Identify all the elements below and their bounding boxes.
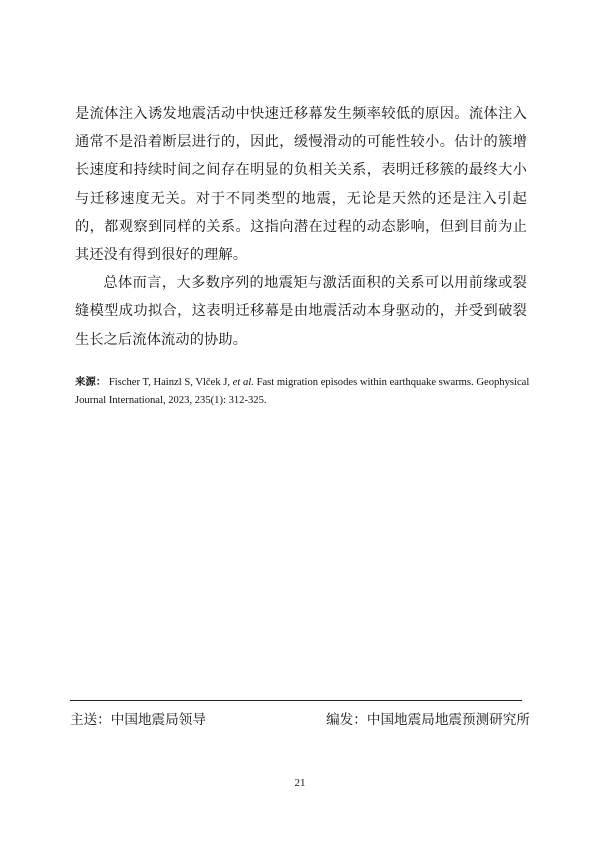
- page-number: 21: [294, 777, 306, 789]
- source-authors: Fischer T, Hainzl S, Vlček J,: [108, 377, 231, 388]
- footer-sent-to: 主送：中国地震局领导: [70, 712, 206, 728]
- footer-divider: [70, 700, 522, 701]
- source-reference: [75, 377, 529, 406]
- footer-issued-by: 编发：中国地震局地震预测研究所: [326, 712, 530, 728]
- body-paragraph-2: 总体而言，大多数序列的地震矩与激活面积的关系可以用前缘或裂缝模型成功拟合，这表明迁移幕是由地震活动本身驱动的，并受到破裂生长之后流体流动的协助。: [75, 275, 527, 348]
- source-citation: [75, 374, 535, 409]
- source-et-al: et al.: [232, 377, 254, 388]
- source-label: 来源：: [75, 376, 107, 388]
- body-paragraph-1: 是流体注入诱发地震活动中快速迁移幕发生频率较低的原因。流体注入通常不是沿着断层进行的，因此，缓慢滑动的可能性较小。估计的簇增长速度和持续时间之间存在明显的负相关关系，表明迁移簇的最终大小与迁移速度无关。对于不同类型的地震，无论是天然的还是注入引起的，都观察到同样的关系。这指向潜在过程的动态影响，但到目前为止其还没有得到很好的理解。: [75, 106, 527, 264]
- source-title-journal: Fast migration episodes within earthquake swarms. Geophysical Journal International, 2023, 235(1): 312-325.: [75, 377, 530, 406]
- article-body: [75, 100, 527, 354]
